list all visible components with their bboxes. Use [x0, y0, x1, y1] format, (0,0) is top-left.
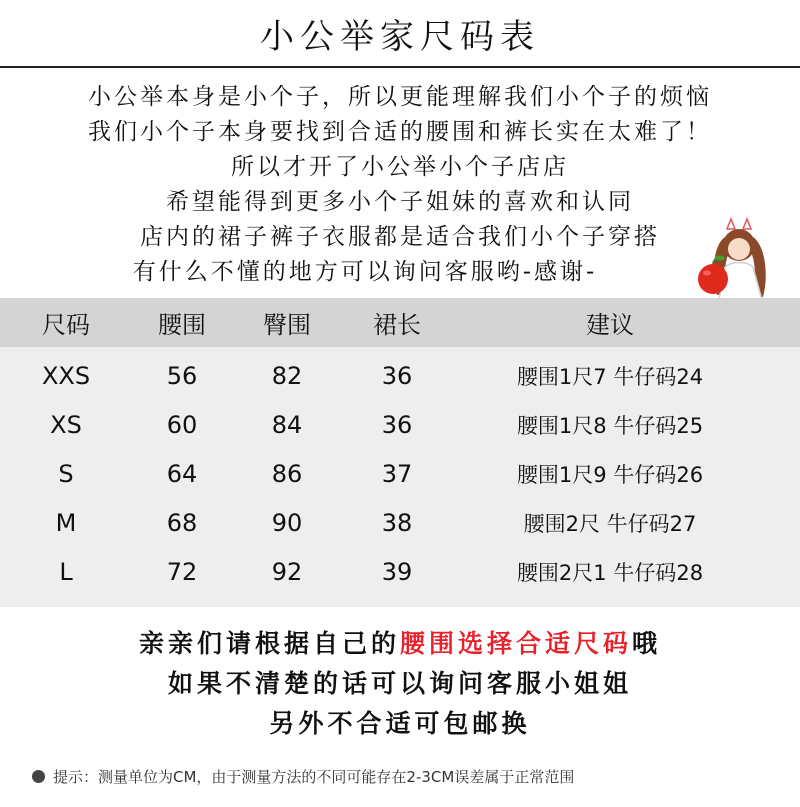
intro-line: 所以才开了小公举小个子店店: [231, 154, 569, 180]
intro-line: 我们小个子本身要找到合适的腰围和裤长实在太难了！: [88, 119, 712, 145]
table-row: [0, 400, 800, 449]
cell-hip: 84: [271, 410, 303, 439]
cell-skirt-length: 36: [381, 410, 413, 439]
intro-line: 店内的裙子裤子衣服都是适合我们小个子穿搭: [140, 224, 660, 250]
notes-block: [0, 624, 800, 744]
cell-hip: 82: [271, 361, 303, 390]
cell-skirt-length: 38: [381, 508, 413, 537]
note-highlight: 腰围选择合适尺码: [399, 629, 632, 658]
cell-skirt-length: 36: [381, 361, 413, 390]
table-header-row: [0, 298, 800, 347]
header-hip: 臀围: [263, 311, 311, 339]
cell-suggestion: 腰围1尺7 牛仔码24: [516, 364, 704, 389]
cell-skirt-length: 37: [381, 459, 413, 488]
intro-line: 小公举本身是小个子，所以更能理解我们小个子的烦恼: [88, 84, 712, 110]
cell-waist: 72: [166, 557, 198, 586]
header-suggestion: 建议: [586, 311, 634, 339]
cell-suggestion: 腰围1尺9 牛仔码26: [516, 462, 704, 487]
table-body: [0, 347, 800, 607]
intro-line: 有什么不懂的地方可以询问客服哟-感谢-: [132, 259, 598, 285]
note-suffix: 哦: [632, 629, 662, 658]
header-size: 尺码: [42, 311, 90, 339]
cell-suggestion: 腰围2尺 牛仔码27: [523, 511, 697, 536]
cell-size: S: [58, 459, 74, 488]
table-row: [0, 547, 800, 596]
cell-hip: 90: [271, 508, 303, 537]
header-skirt-length: 裙长: [373, 311, 421, 339]
cell-size: XS: [50, 410, 82, 439]
cell-size: L: [59, 557, 73, 586]
cell-suggestion: 腰围2尺1 牛仔码28: [516, 560, 704, 585]
note-line-3: 另外不合适可包邮换: [269, 709, 531, 738]
cell-size: M: [55, 508, 77, 537]
table-row: [0, 351, 800, 400]
table-row: [0, 449, 800, 498]
cell-hip: 92: [271, 557, 303, 586]
cell-waist: 60: [166, 410, 198, 439]
tip-text: 提示：测量单位为CM，由于测量方法的不同可能存在2-3CM误差属于正常范围: [53, 768, 575, 786]
note-line-2: 如果不清楚的话可以询问客服小姐姐: [167, 669, 632, 698]
size-table: [0, 298, 800, 607]
cell-hip: 86: [271, 459, 303, 488]
note-line-1: [0, 624, 800, 664]
cell-waist: 68: [166, 508, 198, 537]
title-divider: [0, 66, 800, 68]
cell-waist: 56: [166, 361, 198, 390]
cell-size: XXS: [41, 361, 91, 390]
header-waist: 腰围: [158, 311, 206, 339]
table-row: [0, 498, 800, 547]
cell-waist: 64: [166, 459, 198, 488]
cell-skirt-length: 39: [381, 557, 413, 586]
note-prefix: 亲亲们请根据自己的: [138, 629, 400, 658]
tip-footer: [32, 766, 574, 787]
cell-suggestion: 腰围1尺8 牛仔码25: [516, 413, 704, 438]
page-title: 小公举家尺码表: [260, 17, 540, 57]
intro-text: [0, 80, 800, 290]
intro-line: 希望能得到更多小个子姐妹的喜欢和认同: [166, 189, 634, 215]
bullet-icon: [32, 770, 45, 783]
